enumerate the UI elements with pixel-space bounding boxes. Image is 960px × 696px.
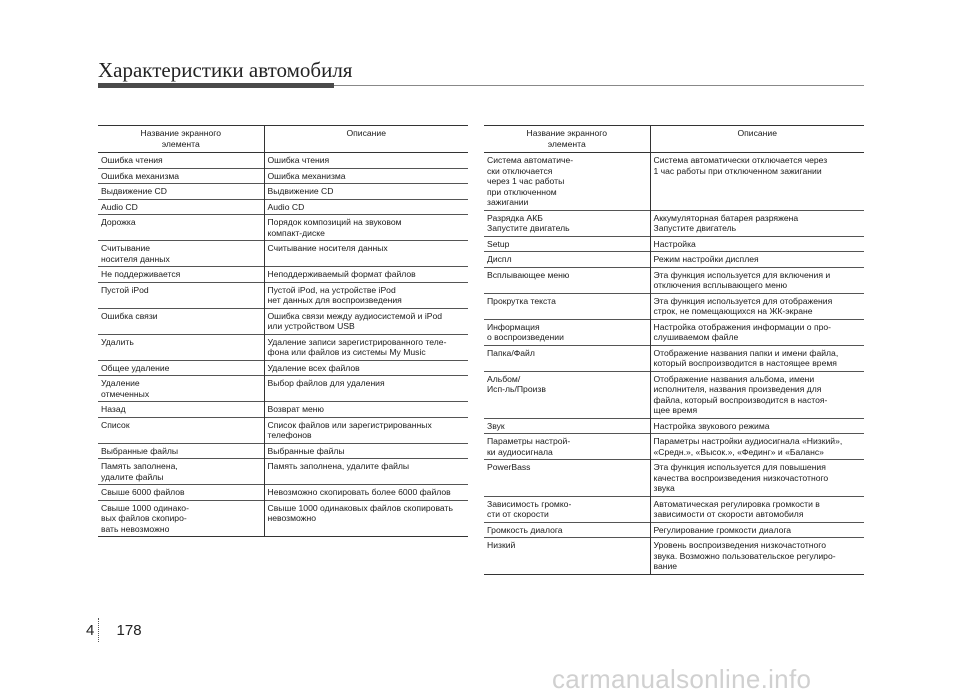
cell-description: Настройка звукового режима <box>650 418 864 434</box>
table-row <box>484 293 864 319</box>
page-number-divider <box>98 618 99 642</box>
cell-element-name: Выдвижение CD <box>98 184 264 200</box>
cell-element-name: Удаление отмеченных <box>98 376 264 402</box>
cell-element-name: Свыше 1000 одинако- вых файлов скопиро- вать невозможно <box>98 500 264 537</box>
cell-element-name: Setup <box>484 236 650 252</box>
title-rule <box>334 85 864 86</box>
page-number-value: 178 <box>116 622 142 639</box>
table-row <box>98 267 468 283</box>
table-row <box>98 153 468 169</box>
cell-element-name: Альбом/ Исп-ль/Произв <box>484 371 650 418</box>
cell-description: Эта функция используется для отображения строк, не помещающихся на ЖК-экране <box>650 293 864 319</box>
cell-description: Уровень воспроизведения низкочастотного звука. Возможно пользовательское регулиро- вание <box>650 538 864 575</box>
cell-description: Память заполнена, удалите файлы <box>264 459 468 485</box>
table-row <box>484 210 864 236</box>
table-header-row <box>98 126 468 153</box>
cell-description: Параметры настройки аудиосигнала «Низкий», «Средн.», «Высок.», «Фединг» и «Баланс» <box>650 434 864 460</box>
cell-element-name: Дорожка <box>98 215 264 241</box>
watermark: carmanualsonline.info <box>552 664 812 694</box>
cell-description: Аккумуляторная батарея разряжена Запустите двигатель <box>650 210 864 236</box>
cell-element-name: Ошибка чтения <box>98 153 264 169</box>
chapter-number: 4 <box>86 622 95 639</box>
table-row <box>484 236 864 252</box>
table-row <box>484 496 864 522</box>
cell-description: Удаление записи зарегистрированного теле- фона или файлов из системы My Music <box>264 334 468 360</box>
cell-description: Удаление всех файлов <box>264 360 468 376</box>
cell-element-name: Параметры настрой- ки аудиосигнала <box>484 434 650 460</box>
cell-element-name: Зависимость громко- сти от скорости <box>484 496 650 522</box>
table-header-row <box>484 126 864 153</box>
cell-element-name: Список <box>98 417 264 443</box>
cell-description: Отображение названия папки и имени файла, который воспроизводится в настоящее время <box>650 345 864 371</box>
cell-description: Автоматическая регулировка громкости в зависимости от скорости автомобиля <box>650 496 864 522</box>
page-title: Характеристики автомобиля <box>98 58 353 82</box>
cell-description: Порядок композиций на звуковом компакт-диске <box>264 215 468 241</box>
table-row <box>98 282 468 308</box>
table-row <box>484 418 864 434</box>
cell-element-name: Ошибка механизма <box>98 168 264 184</box>
cell-element-name: Назад <box>98 402 264 418</box>
table-row <box>98 168 468 184</box>
cell-element-name: Громкость диалога <box>484 522 650 538</box>
right-spec-table <box>484 125 864 575</box>
cell-description: Пустой iPod, на устройстве iPod нет данных для воспроизведения <box>264 282 468 308</box>
table-row <box>484 460 864 497</box>
table-row <box>98 199 468 215</box>
table-row <box>484 267 864 293</box>
cell-description: Невозможно скопировать более 6000 файлов <box>264 485 468 501</box>
table-row <box>98 376 468 402</box>
cell-description: Регулирование громкости диалога <box>650 522 864 538</box>
cell-element-name: Информация о воспроизведении <box>484 319 650 345</box>
cell-element-name: Не поддерживается <box>98 267 264 283</box>
cell-element-name: Общее удаление <box>98 360 264 376</box>
table-row <box>484 319 864 345</box>
table-row <box>98 417 468 443</box>
page-number <box>86 622 142 639</box>
cell-element-name: Ошибка связи <box>98 308 264 334</box>
cell-description: Audio CD <box>264 199 468 215</box>
column-header-description: Описание <box>264 126 468 153</box>
table-row <box>98 402 468 418</box>
table-row <box>484 434 864 460</box>
cell-description: Считывание носителя данных <box>264 241 468 267</box>
cell-description: Отображение названия альбома, имени исполнителя, названия произведения для файла, который воспроизводится в настоя- щее время <box>650 371 864 418</box>
cell-description: Ошибка чтения <box>267 155 330 165</box>
cell-element-name: Низкий <box>484 538 650 575</box>
table-row <box>484 345 864 371</box>
table-row <box>98 459 468 485</box>
cell-element-name: Считывание носителя данных <box>98 241 264 267</box>
cell-element-name: Всплывающее меню <box>484 267 650 293</box>
cell-description: Выбор файлов для удаления <box>264 376 468 402</box>
cell-description: Режим настройки дисплея <box>650 252 864 268</box>
cell-element-name: Выбранные файлы <box>98 443 264 459</box>
table-row <box>98 485 468 501</box>
table-row <box>98 215 468 241</box>
cell-element-name: Диспл <box>484 252 650 268</box>
cell-description: Система автоматически отключается через 1 час работы при отключенном зажигании <box>653 155 828 176</box>
cell-description: Список файлов или зарегистрированных телефонов <box>264 417 468 443</box>
cell-description: Настройка отображения информации о про- слушиваемом файле <box>650 319 864 345</box>
table-row <box>98 443 468 459</box>
table-row <box>98 334 468 360</box>
table-row <box>484 371 864 418</box>
cell-element-name: Пустой iPod <box>98 282 264 308</box>
title-underline <box>98 83 334 88</box>
cell-description: Выдвижение CD <box>264 184 468 200</box>
column-header-element: Название экранного элемента <box>98 126 264 153</box>
cell-description: Ошибка механизма <box>264 168 468 184</box>
table-row <box>484 252 864 268</box>
cell-description: Возврат меню <box>264 402 468 418</box>
cell-description: Ошибка связи между аудиосистемой и iPod или устройством USB <box>264 308 468 334</box>
left-spec-table <box>98 125 468 537</box>
table-row <box>98 184 468 200</box>
table-row <box>98 308 468 334</box>
cell-description: Выбранные файлы <box>264 443 468 459</box>
table-row <box>484 153 864 211</box>
table-row <box>98 241 468 267</box>
table-row <box>484 522 864 538</box>
table-row <box>98 360 468 376</box>
cell-element-name: Звук <box>484 418 650 434</box>
column-header-element: Название экранного элемента <box>484 126 650 153</box>
cell-element-name: Прокрутка текста <box>484 293 650 319</box>
cell-description: Неподдерживаемый формат файлов <box>264 267 468 283</box>
cell-description: Настройка <box>650 236 864 252</box>
cell-element-name: Audio CD <box>98 199 264 215</box>
table-row <box>484 538 864 575</box>
cell-element-name: Папка/Файл <box>484 345 650 371</box>
cell-element-name: Разрядка АКБ Запустите двигатель <box>484 210 650 236</box>
cell-element-name: PowerBass <box>484 460 650 497</box>
column-header-description: Описание <box>650 126 864 153</box>
cell-element-name: Память заполнена, удалите файлы <box>98 459 264 485</box>
cell-description: Эта функция используется для повышения качества воспроизведения низкочастотного звука <box>650 460 864 497</box>
cell-element-name: Система автоматиче- ски отключается через 1 час работы при отключенном зажигании <box>484 153 650 211</box>
cell-description: Свыше 1000 одинаковых файлов скопировать невозможно <box>264 500 468 537</box>
table-row <box>98 500 468 537</box>
cell-element-name: Удалить <box>98 334 264 360</box>
cell-description: Эта функция используется для включения и отключения всплывающего меню <box>650 267 864 293</box>
cell-element-name: Свыше 6000 файлов <box>98 485 264 501</box>
